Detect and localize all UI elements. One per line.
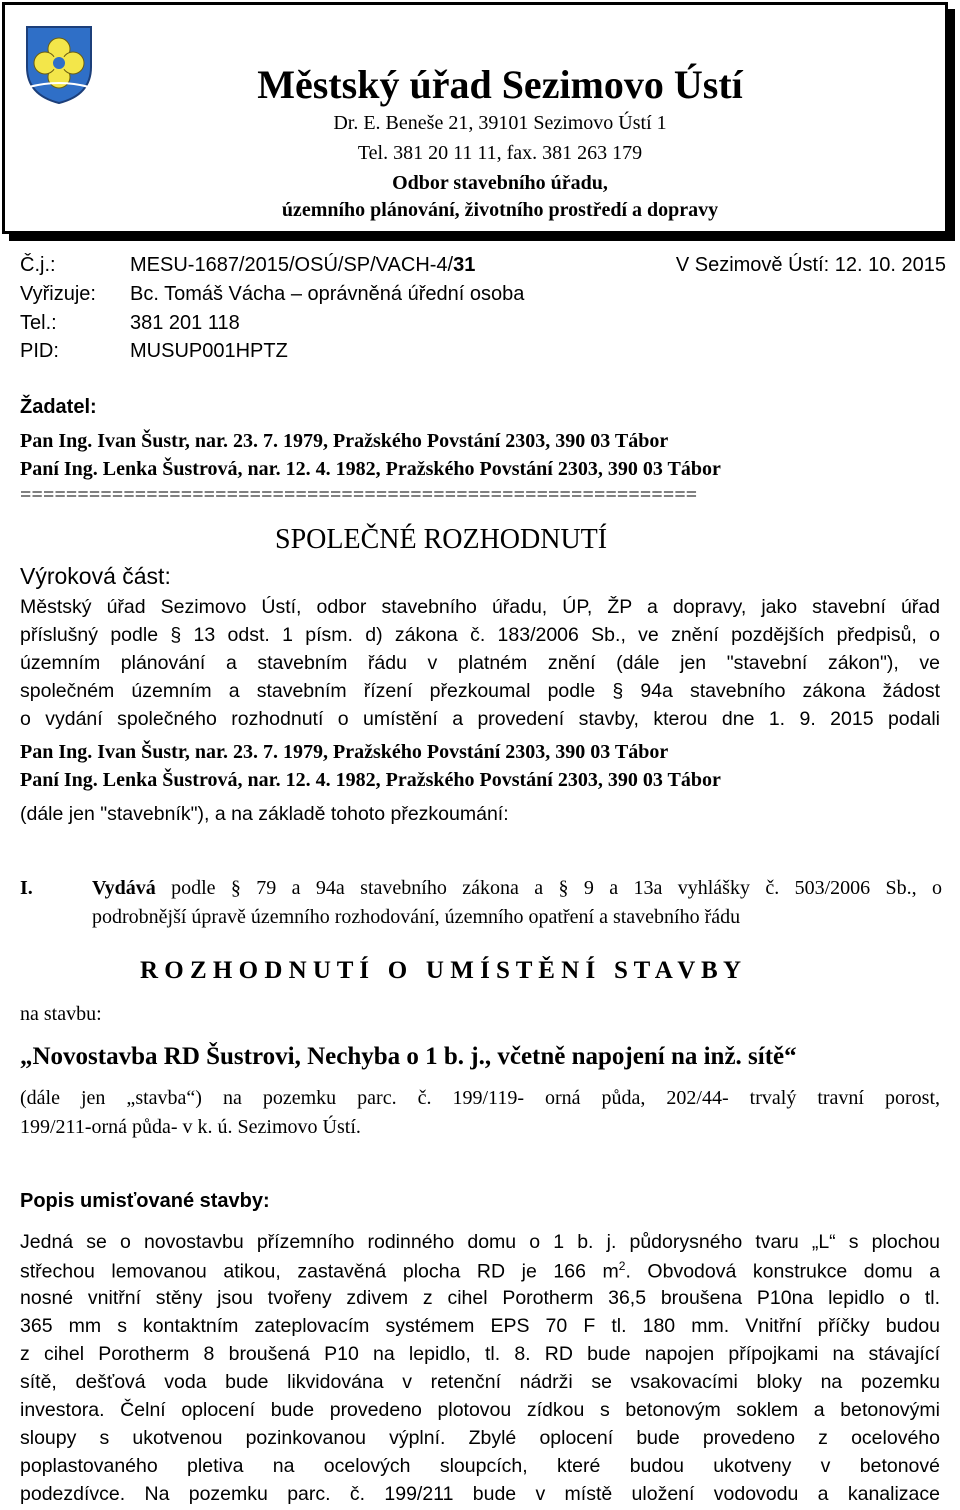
department-line-1: Odbor stavebního úřadu, — [392, 172, 608, 194]
description-line — [20, 1259, 940, 1284]
vyrizuje-value: Bc. Tomáš Vácha – oprávněná úřední osoba — [130, 283, 525, 305]
applicant-repeat-2: Paní Ing. Lenka Šustrová, nar. 12. 4. 1982, Pražského Povstání 2303, 390 03 Tábor — [20, 769, 721, 791]
paragraph-line: územním plánování a stavebním řádu v platném znění (dále jen "stavební zákon"), ve — [20, 652, 940, 674]
description-line: Jedná se o novostavbu přízemního rodinného domu o 1 b. j. půdorysného tvaru „L“ s plochou — [20, 1231, 940, 1253]
decision-heading: SPOLEČNÉ ROZHODNUTÍ — [275, 524, 608, 555]
paragraph-line: příslušný podle § 13 odst. 1 písm. d) zákona č. 183/2006 Sb., ve znění pozdějších předpisů, o — [20, 624, 940, 646]
pid-label: PID: — [20, 340, 59, 362]
paragraph-line: o vydání společného rozhodnutí o umístění a provedení stavby, kterou dne 1. 9. 2015 podali — [20, 708, 940, 730]
office-phone: Tel. 381 20 11 11, fax. 381 263 179 — [357, 142, 643, 164]
vyrizuje-label: Vyřizuje: — [20, 283, 96, 305]
cj-value — [130, 254, 475, 277]
applicant-repeat-1: Pan Ing. Ivan Šustr, nar. 23. 7. 1979, Pražského Povstání 2303, 390 03 Tábor — [20, 741, 669, 763]
na-stavbu-label: na stavbu: — [20, 1003, 102, 1025]
description-line: investora. Čelní oplocení bude provedeno plotovou zídkou s betonovým soklem a betonovými — [20, 1399, 940, 1421]
pid-value: MUSUP001HPTZ — [130, 340, 288, 362]
project-title: „Novostavba RD Šustrovi, Nechyba o 1 b. j., včetně napojení na inž. sítě“ — [20, 1043, 797, 1070]
description-line-2-rest: . Obvodová konstrukce domu a — [625, 1260, 940, 1283]
tel-label: Tel.: — [20, 312, 57, 334]
description-line: sloupy s ukotvenou pozinkovanou výplní. Zbylé oplocení bude provedeno z ocelového — [20, 1427, 940, 1449]
description-line: z cihel Porotherm 8 broušená P10 na lepidlo, tl. 8. RD bude napojen přípojkami na stávající — [20, 1343, 940, 1365]
office-address: Dr. E. Beneše 21, 39101 Sezimovo Ústí 1 — [333, 112, 667, 134]
office-title: Městský úřad Sezimovo Ústí — [257, 62, 743, 107]
paragraph-line: společném územním a stavebním řízení přezkoumal podle § 94a stavebního zákona žádost — [20, 680, 940, 702]
department-line-2: územního plánování, životního prostředí a dopravy — [281, 199, 719, 221]
section-number: I. — [20, 877, 33, 899]
cj-label: Č.j.: — [20, 254, 56, 276]
cj-value-prefix: MESU-1687/2015/OSÚ/SP/VACH-4/ — [130, 254, 454, 276]
vyrok-label: Výroková část: — [20, 563, 171, 589]
description-line: sítě, dešťová voda bude likvidována v retenční nádrži se vsakovacími bloky na pozemku — [20, 1371, 940, 1393]
tel-value: 381 201 118 — [130, 312, 240, 334]
applicant-line-1: Pan Ing. Ivan Šustr, nar. 23. 7. 1979, Pražského Povstání 2303, 390 03 Tábor — [20, 430, 669, 452]
spaced-decision-title: R O Z H O D N U T Í O U M Í S T Ě N Í S T A V B Y — [140, 957, 742, 984]
parcel-line-2: 199/211-orná půda- v k. ú. Sezimovo Ústí. — [20, 1116, 361, 1138]
builder-clause: (dále jen "stavebník"), a na základě tohoto přezkoumání: — [20, 803, 509, 825]
coat-of-arms-logo — [23, 23, 95, 105]
description-line: poplastovaného pletiva na ocelových sloupcích, které budou ukotveny v betonové — [20, 1455, 940, 1477]
letterhead-box — [2, 2, 948, 234]
description-line: podezdívce. Na pozemku parc. č. 199/211 bude v místě uložení vodovodu a kanalizace — [20, 1483, 940, 1505]
applicant-line-2: Paní Ing. Lenka Šustrová, nar. 12. 4. 1982, Pražského Povstání 2303, 390 03 Tábor — [20, 458, 721, 480]
section-line-2: podrobnější úpravě územního rozhodování, územního opatření a stavebního řádu — [92, 906, 741, 928]
section-line-1 — [92, 877, 942, 900]
superscript-2: 2 — [618, 1259, 626, 1273]
section-line-1-rest: podle § 79 a 94a stavebního zákona a § 9 a 13a vyhlášky č. 503/2006 Sb., o — [155, 877, 942, 899]
cj-value-number: 31 — [453, 254, 476, 276]
document-date: V Sezimově Ústí: 12. 10. 2015 — [675, 254, 946, 276]
parcel-line-1: (dále jen „stavba“) na pozemku parc. č. 199/119- orná půda, 202/44- trvalý travní porost, — [20, 1087, 940, 1109]
description-heading: Popis umisťované stavby: — [20, 1190, 270, 1212]
description-line-2-start: střechou lemovanou atikou, zastavěná plocha RD je 166 m — [20, 1260, 619, 1283]
description-line: 365 mm s kontaktním zateplovacím systémem EPS 70 F tl. 180 mm. Vnitřní příčky budou — [20, 1315, 940, 1337]
applicant-label: Žadatel: — [20, 396, 97, 418]
paragraph-line: Městský úřad Sezimovo Ústí, odbor stavebního úřadu, ÚP, ŽP a dopravy, jako stavební úřad — [20, 596, 940, 618]
description-line: nosné vnitřní stěny jsou tvořeny zdivem z cihel Porotherm 36,5 broušena P10na lepidlo o tl. — [20, 1287, 940, 1309]
section-lead: Vydává — [92, 877, 156, 899]
separator-line: =========================================================== — [20, 484, 698, 506]
